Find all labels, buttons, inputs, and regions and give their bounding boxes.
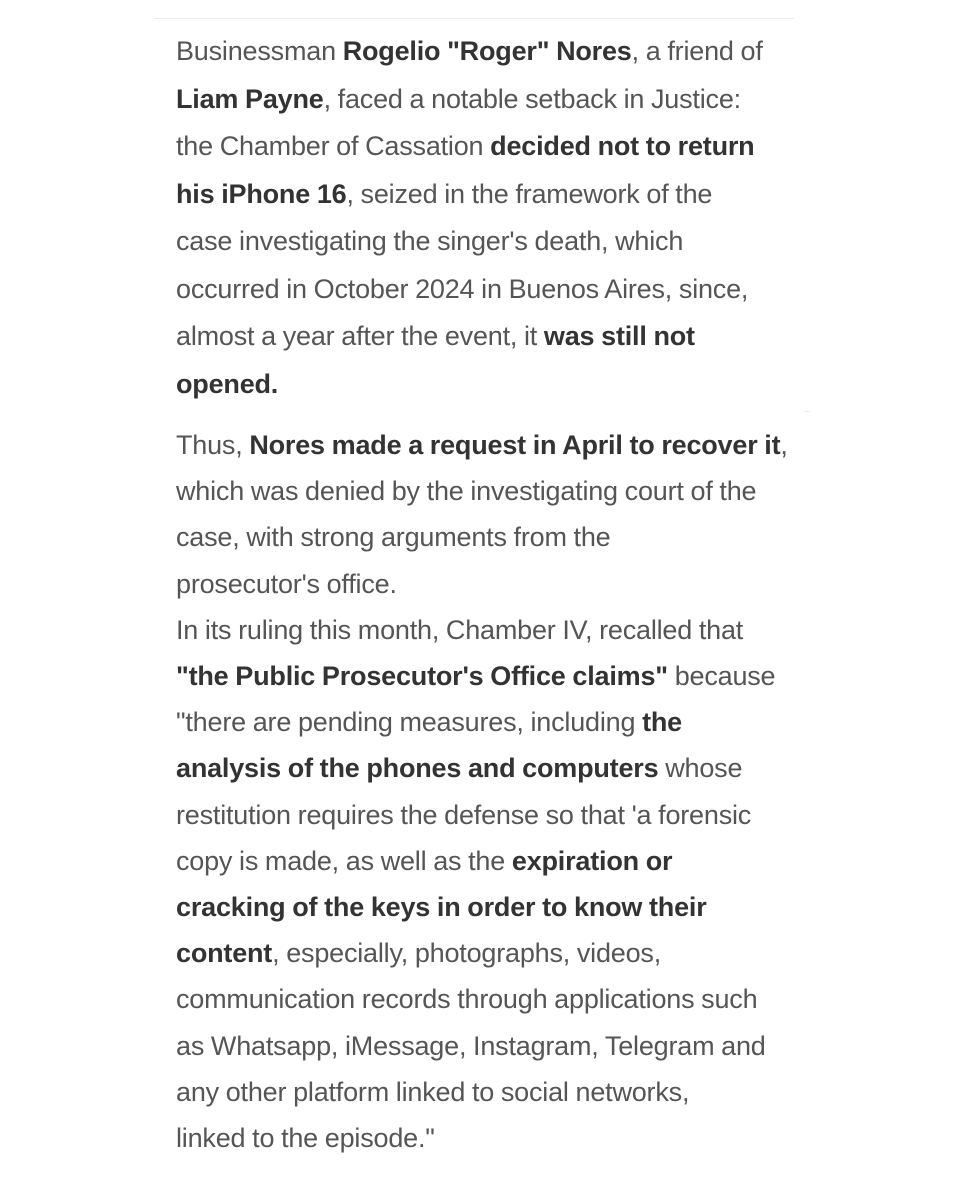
paragraph-3-line-10: as Whatsapp, iMessage, Instagram, Telegram and <box>176 1030 766 1061</box>
paragraph-3-line-8: content, especially, photographs, videos, <box>176 938 662 969</box>
paragraph-1-line-3: the Chamber of Cassation decided not to return <box>176 131 755 161</box>
paragraph-3-line-5: restitution requires the defense so that 'a forensic <box>176 799 752 830</box>
paragraph-3-line-1: In its ruling this month, Chamber IV, recalled that <box>176 614 744 645</box>
paragraph-3 <box>176 607 796 1161</box>
top-divider <box>154 18 794 19</box>
paragraph-3-line-11: any other platform linked to social networks, <box>176 1076 690 1107</box>
name-rogelio-nores: Rogelio "Roger" Nores <box>342 36 632 66</box>
paragraph-2-line-2: which was denied by the investigating court of the <box>176 476 757 507</box>
highlight-still-not: was still not <box>543 321 695 351</box>
paragraph-3-line-9: communication records through applications such <box>176 984 758 1015</box>
paragraph-3-line-7: cracking of the keys in order to know their <box>176 892 707 923</box>
paragraph-1 <box>176 28 796 408</box>
paragraph-1-line-2: Liam Payne, faced a notable setback in Justice: <box>176 83 741 114</box>
paragraph-1-line-8: opened. <box>176 368 279 399</box>
paragraph-1-line-7: almost a year after the event, it was still not <box>176 321 695 351</box>
paragraph-1-line-5: case investigating the singer's death, which <box>176 226 684 256</box>
highlight-analysis-phones: analysis of the phones and computers <box>176 753 659 784</box>
paragraph-3-line-12: linked to the episode." <box>176 1123 435 1154</box>
highlight-decided-not-to-return: decided not to return <box>490 131 755 161</box>
highlight-request-april: Nores made a request in April to recover it <box>249 430 781 460</box>
side-mark <box>804 411 810 412</box>
name-liam-payne: Liam Payne <box>176 83 324 114</box>
paragraph-1-line-6: occurred in October 2024 in Buenos Aires, since, <box>176 273 749 304</box>
paragraph-3-line-2: "the Public Prosecutor's Office claims" because <box>176 661 776 692</box>
paragraph-3-line-4: analysis of the phones and computers whose <box>176 753 743 784</box>
highlight-iphone-16: his iPhone 16 <box>176 178 347 209</box>
paragraph-1-line-4: his iPhone 16, seized in the framework of the <box>176 178 713 209</box>
article-body <box>176 28 796 1161</box>
highlight-content: content <box>176 938 273 969</box>
paragraph-3-line-3: "there are pending measures, including the <box>176 707 682 738</box>
paragraph-2-line-1: Thus, Nores made a request in April to recover it, <box>176 430 788 460</box>
paragraph-2-line-4: prosecutor's office. <box>176 568 397 599</box>
highlight-expiration: expiration or <box>511 845 673 876</box>
paragraph-2 <box>176 422 796 607</box>
paragraph-2-line-3: case, with strong arguments from the <box>176 522 611 553</box>
paragraph-1-line-1: Businessman Rogelio "Roger" Nores, a friend of <box>176 36 763 66</box>
quote-prosecutor-claims: "the Public Prosecutor's Office claims" <box>176 661 668 692</box>
paragraph-3-line-6: copy is made, as well as the expiration or <box>176 845 673 876</box>
